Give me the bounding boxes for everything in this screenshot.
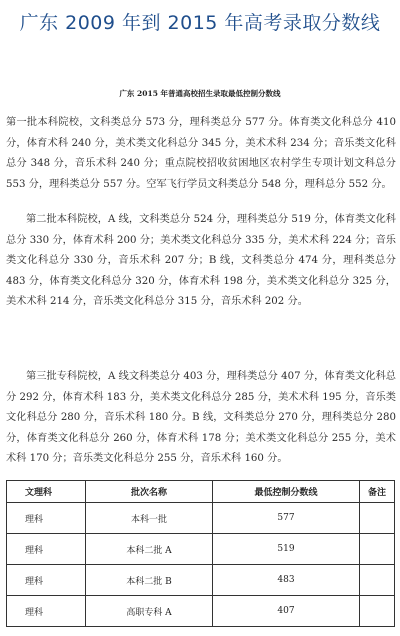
cell-subject-type: 理科 [7, 596, 86, 627]
cell-batch-name: 本科二批 B [86, 565, 213, 596]
table-header-row [7, 481, 395, 503]
header-remarks: 备注 [360, 481, 395, 503]
cell-min-score: 519 [213, 534, 360, 565]
score-table [6, 480, 395, 627]
table-row [7, 565, 395, 596]
header-batch-name: 批次名称 [86, 481, 213, 503]
page-title: 广东 2009 年到 2015 年高考录取分数线 [19, 12, 381, 34]
cell-subject-type: 理科 [7, 534, 86, 565]
cell-subject-type: 理科 [7, 503, 86, 534]
cell-remarks [360, 596, 395, 627]
document-heading: 广东 2015 年普通高校招生录取最低控制分数线 [119, 89, 281, 98]
cell-batch-name: 高职专科 A [86, 596, 213, 627]
cell-min-score: 407 [213, 596, 360, 627]
table-row [7, 503, 395, 534]
cell-remarks [360, 534, 395, 565]
header-subject-type: 文理科 [7, 481, 86, 503]
paragraph-first-batch: 第一批本科院校，文科类总分 573 分，理科类总分 577 分。体育类文化科总分 410 分，体育术科 240 分，美术类文化科总分 345 分，美术术科 234 分；音乐类文化科总分 348 分，音乐术科 240 分；重点院校招收贫困地区农村学生专项计划文科总分 553 分，理科类总分 557 分。空军飞行学员文科类总分 548 分，理科总分 552 分。 [6, 117, 396, 190]
cell-batch-name: 本科一批 [86, 503, 213, 534]
table-row [7, 534, 395, 565]
cell-remarks [360, 503, 395, 534]
cell-min-score: 483 [213, 565, 360, 596]
cell-min-score: 577 [213, 503, 360, 534]
paragraph-third-batch: 第三批专科院校，A 线文科类总分 403 分，理科类总分 407 分，体育类文化科总分 292 分，体育术科 183 分，美术类文化科总分 285 分，美术术科 195 分，音乐类文化科总分 280 分，音乐术科 180 分。B 线，文科类总分 270 分，理科类总分 280 分，体育类文化科总分 260 分，体育术科 178 分；美术类文化科总分 255 分，美术术科 170 分；音乐类文化科总分 255 分，音乐术科 160 分。 [6, 371, 396, 465]
cell-subject-type: 理科 [7, 565, 86, 596]
header-min-score: 最低控制分数线 [213, 481, 360, 503]
cell-remarks [360, 565, 395, 596]
cell-batch-name: 本科二批 A [86, 534, 213, 565]
paragraph-second-batch: 第二批本科院校，A 线，文科类总分 524 分，理科类总分 519 分，体育类文化科总分 330 分，体育术科 200 分；美术类文化科总分 335 分，美术术科 224 分；音乐类文化科总分 330 分，音乐术科 207 分；B 线，文科类总分 474 分，理科类总分 483 分，体育类文化科总分 320 分，体育术科 198 分，美术类文化科总分 325 分，美术术科 214 分，音乐类文化科总分 315 分，音乐术科 202 分。 [6, 214, 396, 308]
table-row [7, 596, 395, 627]
